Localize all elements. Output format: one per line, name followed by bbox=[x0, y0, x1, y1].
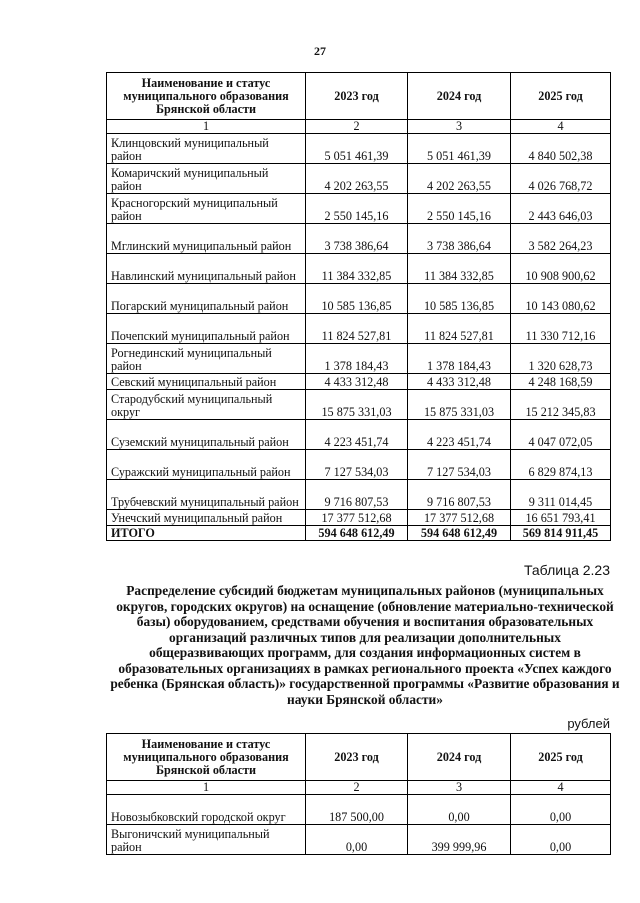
amount-cell: 2 550 145,16 bbox=[408, 194, 511, 224]
amount-cell: 4 202 263,55 bbox=[306, 164, 408, 194]
column-index-cell: 2 bbox=[306, 781, 408, 795]
municipality-name-cell: Новозыбковский городской округ bbox=[107, 795, 306, 825]
municipality-name-cell: Комаричский муниципальный район bbox=[107, 164, 306, 194]
table-header-row bbox=[107, 734, 611, 781]
amount-cell: 4 248 168,59 bbox=[511, 374, 611, 390]
units-label: рублей bbox=[567, 716, 610, 731]
table-title: Распределение субсидий бюджетам муниципальных районов (муниципальных округов, городских округов) на оснащение (обновление материально-технической базы) оборудованием, средствами обучения и воспитания образовательных организаций различных типов для реализации дополнительных общеразвивающих программ, для создания информационных систем в образовательных организациях в рамках регионального проекта «Успех каждого ребенка (Брянская область)» государственной программы «Развитие образования и науки Брянской области» bbox=[110, 583, 620, 707]
header-municipality: Наименование и статус муниципального образования Брянской области bbox=[107, 734, 306, 781]
amount-cell: 4 433 312,48 bbox=[408, 374, 511, 390]
header-municipality: Наименование и статус муниципального образования Брянской области bbox=[107, 73, 306, 120]
amount-cell: 15 875 331,03 bbox=[306, 390, 408, 420]
table-row bbox=[107, 194, 611, 224]
table-row bbox=[107, 164, 611, 194]
municipality-name-cell: Выгоничский муниципальный район bbox=[107, 825, 306, 855]
table-header-row bbox=[107, 73, 611, 120]
amount-cell: 9 311 014,45 bbox=[511, 480, 611, 510]
municipality-name-cell: Севский муниципальный район bbox=[107, 374, 306, 390]
municipality-name-cell: Суражский муниципальный район bbox=[107, 450, 306, 480]
column-index-cell: 4 bbox=[511, 781, 611, 795]
table-row bbox=[107, 314, 611, 344]
amount-cell: 15 212 345,83 bbox=[511, 390, 611, 420]
header-2025: 2025 год bbox=[511, 734, 611, 781]
municipality-name-cell: Красногорский муниципальный район bbox=[107, 194, 306, 224]
subsidy-table-2 bbox=[106, 733, 611, 855]
amount-cell: 4 026 768,72 bbox=[511, 164, 611, 194]
header-2023: 2023 год bbox=[306, 73, 408, 120]
table-row bbox=[107, 344, 611, 374]
amount-cell: 15 875 331,03 bbox=[408, 390, 511, 420]
amount-cell: 3 738 386,64 bbox=[306, 224, 408, 254]
total-amount-cell: 594 648 612,49 bbox=[306, 526, 408, 541]
municipality-name-cell: Мглинский муниципальный район bbox=[107, 224, 306, 254]
total-label-cell: ИТОГО bbox=[107, 526, 306, 541]
municipality-name-cell: Унечский муниципальный район bbox=[107, 510, 306, 526]
amount-cell: 5 051 461,39 bbox=[408, 134, 511, 164]
page-number: 27 bbox=[314, 44, 326, 58]
municipality-name-cell: Стародубский муниципальный округ bbox=[107, 390, 306, 420]
amount-cell: 2 550 145,16 bbox=[306, 194, 408, 224]
total-amount-cell: 569 814 911,45 bbox=[511, 526, 611, 541]
column-index-cell: 3 bbox=[408, 781, 511, 795]
table-row bbox=[107, 825, 611, 855]
table-row bbox=[107, 134, 611, 164]
amount-cell: 1 320 628,73 bbox=[511, 344, 611, 374]
amount-cell: 4 202 263,55 bbox=[408, 164, 511, 194]
amount-cell: 9 716 807,53 bbox=[306, 480, 408, 510]
table-row bbox=[107, 795, 611, 825]
header-2024: 2024 год bbox=[408, 73, 511, 120]
table-row bbox=[107, 224, 611, 254]
subsidy-table-1 bbox=[106, 72, 611, 541]
total-row bbox=[107, 526, 611, 541]
amount-cell: 2 443 646,03 bbox=[511, 194, 611, 224]
column-index-row bbox=[107, 781, 611, 795]
amount-cell: 4 047 072,05 bbox=[511, 420, 611, 450]
municipality-name-cell: Клинцовский муниципальный район bbox=[107, 134, 306, 164]
column-index-cell: 4 bbox=[511, 120, 611, 134]
amount-cell: 11 824 527,81 bbox=[306, 314, 408, 344]
column-index-cell: 1 bbox=[107, 781, 306, 795]
table-caption: Таблица 2.23 bbox=[523, 562, 610, 578]
amount-cell: 3 738 386,64 bbox=[408, 224, 511, 254]
table-row bbox=[107, 420, 611, 450]
amount-cell: 11 824 527,81 bbox=[408, 314, 511, 344]
amount-cell: 399 999,96 bbox=[408, 825, 511, 855]
table-row bbox=[107, 480, 611, 510]
amount-cell: 10 143 080,62 bbox=[511, 284, 611, 314]
amount-cell: 0,00 bbox=[511, 825, 611, 855]
amount-cell: 4 223 451,74 bbox=[408, 420, 511, 450]
municipality-name-cell: Рогнединский муниципальный район bbox=[107, 344, 306, 374]
amount-cell: 0,00 bbox=[511, 795, 611, 825]
total-amount-cell: 594 648 612,49 bbox=[408, 526, 511, 541]
amount-cell: 0,00 bbox=[408, 795, 511, 825]
column-index-cell: 3 bbox=[408, 120, 511, 134]
municipality-name-cell: Навлинский муниципальный район bbox=[107, 254, 306, 284]
table-row bbox=[107, 254, 611, 284]
amount-cell: 1 378 184,43 bbox=[408, 344, 511, 374]
table-row bbox=[107, 450, 611, 480]
column-index-row bbox=[107, 120, 611, 134]
amount-cell: 17 377 512,68 bbox=[306, 510, 408, 526]
table-row bbox=[107, 284, 611, 314]
amount-cell: 4 840 502,38 bbox=[511, 134, 611, 164]
amount-cell: 9 716 807,53 bbox=[408, 480, 511, 510]
table-row bbox=[107, 510, 611, 526]
amount-cell: 1 378 184,43 bbox=[306, 344, 408, 374]
column-index-cell: 1 bbox=[107, 120, 306, 134]
amount-cell: 10 585 136,85 bbox=[306, 284, 408, 314]
amount-cell: 4 223 451,74 bbox=[306, 420, 408, 450]
amount-cell: 187 500,00 bbox=[306, 795, 408, 825]
municipality-name-cell: Погарский муниципальный район bbox=[107, 284, 306, 314]
amount-cell: 3 582 264,23 bbox=[511, 224, 611, 254]
amount-cell: 4 433 312,48 bbox=[306, 374, 408, 390]
municipality-name-cell: Трубчевский муниципальный район bbox=[107, 480, 306, 510]
amount-cell: 7 127 534,03 bbox=[408, 450, 511, 480]
amount-cell: 0,00 bbox=[306, 825, 408, 855]
column-index-cell: 2 bbox=[306, 120, 408, 134]
amount-cell: 10 908 900,62 bbox=[511, 254, 611, 284]
header-2024: 2024 год bbox=[408, 734, 511, 781]
table-row bbox=[107, 374, 611, 390]
header-2023: 2023 год bbox=[306, 734, 408, 781]
table-row bbox=[107, 390, 611, 420]
amount-cell: 11 330 712,16 bbox=[511, 314, 611, 344]
municipality-name-cell: Суземский муниципальный район bbox=[107, 420, 306, 450]
municipality-name-cell: Почепский муниципальный район bbox=[107, 314, 306, 344]
amount-cell: 6 829 874,13 bbox=[511, 450, 611, 480]
amount-cell: 11 384 332,85 bbox=[306, 254, 408, 284]
amount-cell: 10 585 136,85 bbox=[408, 284, 511, 314]
amount-cell: 17 377 512,68 bbox=[408, 510, 511, 526]
header-2025: 2025 год bbox=[511, 73, 611, 120]
amount-cell: 5 051 461,39 bbox=[306, 134, 408, 164]
amount-cell: 11 384 332,85 bbox=[408, 254, 511, 284]
amount-cell: 7 127 534,03 bbox=[306, 450, 408, 480]
amount-cell: 16 651 793,41 bbox=[511, 510, 611, 526]
